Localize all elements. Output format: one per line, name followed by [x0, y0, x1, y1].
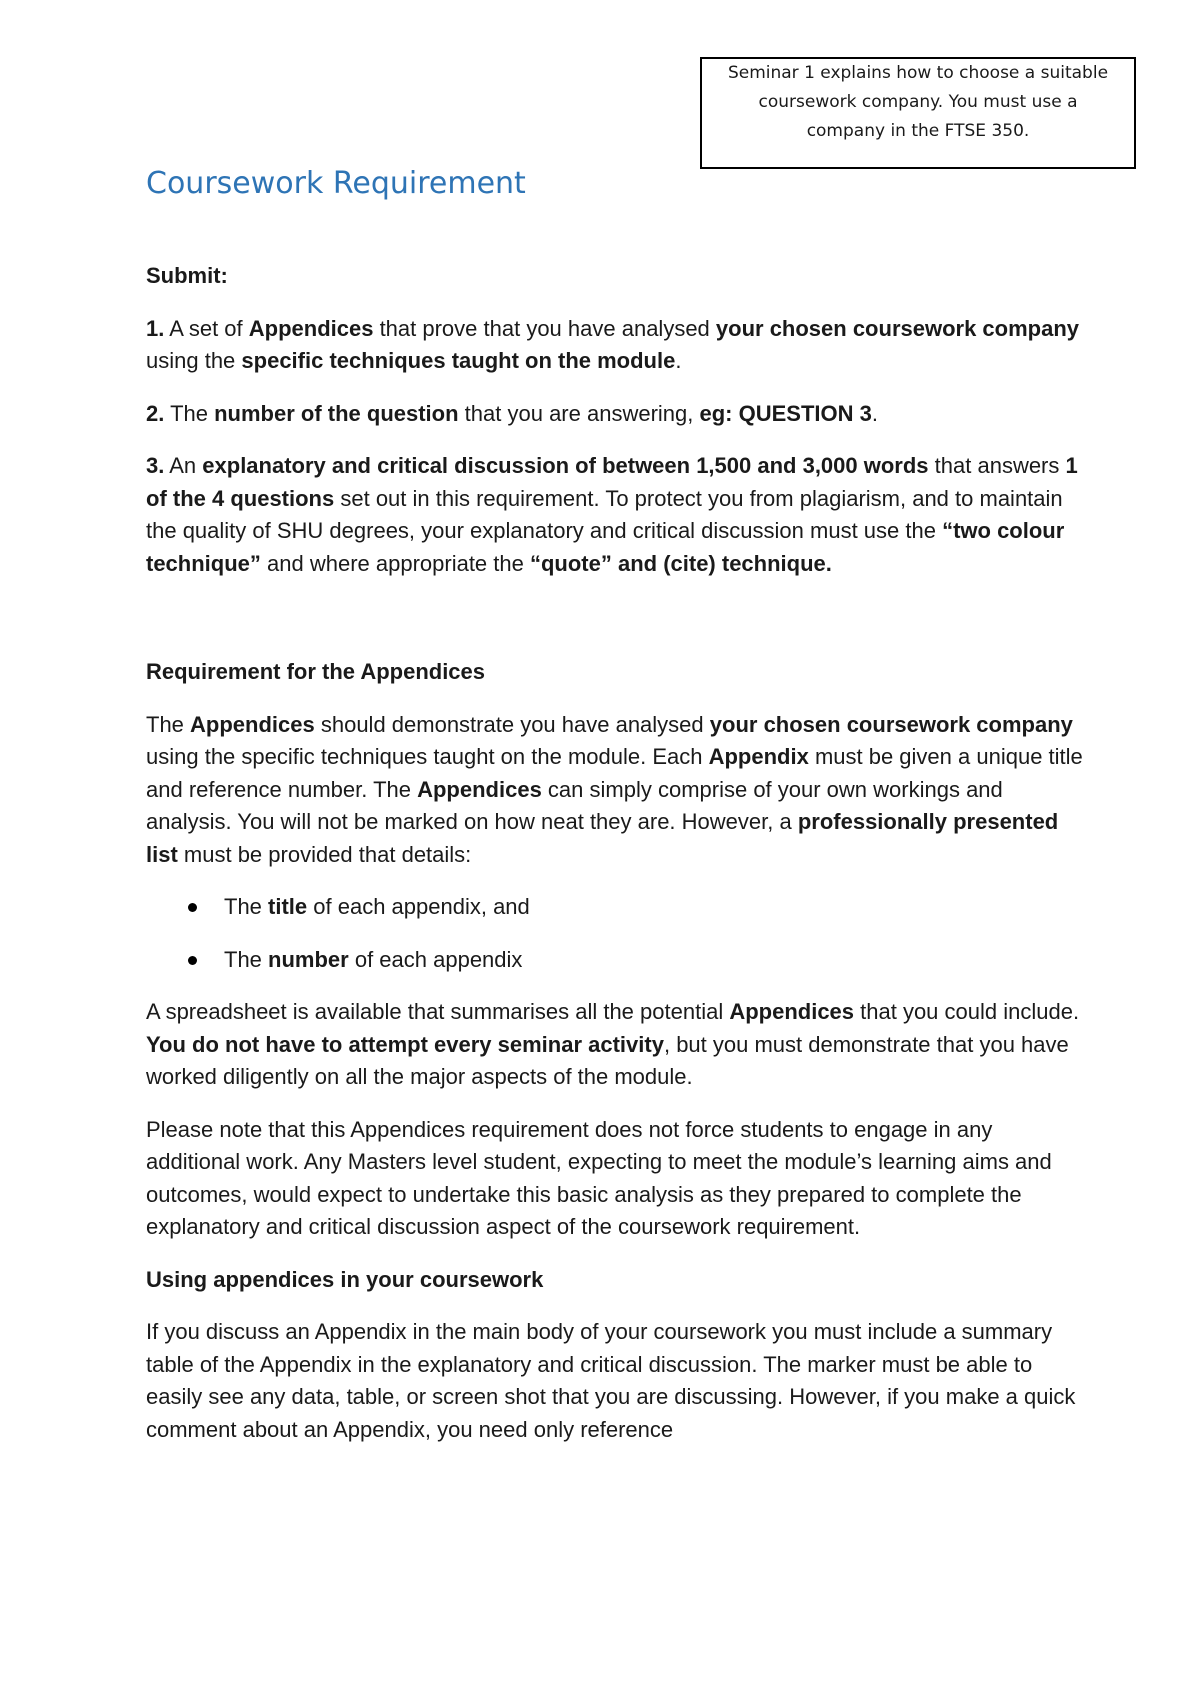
note-line-1: Seminar 1 explains how to choose a suitable	[727, 63, 1109, 83]
using-appendices-paragraph: If you discuss an Appendix in the main body of your coursework you must include a summary table of the Appendix in the explanatory and critical discussion. The marker must be able to easily see any data, table, or screen shot that you are discussing. However, if you make a quick comment about an Appendix, you need only reference	[146, 1319, 1076, 1442]
submit-item-3: 3. An explanatory and critical discussion of between 1,500 and 3,000 words that answers 1 of the 4 questions set out in this requirement. To protect you from plagiarism, and to maintain the quality of SHU degrees, your explanatory and critical discussion must use the “two colour technique” and where appropriate the “quote” and (cite) technique.	[146, 453, 1078, 576]
appendices-paragraph-1: The Appendices should demonstrate you have analysed your chosen coursework company using the specific techniques taught on the module. Each Appendix must be given a unique title and reference number. The Appendices can simply comprise of your own workings and analysis. You will not be marked on how neat they are. However, a professionally presented list must be provided that details:	[146, 711, 1083, 867]
seminar-note-box	[700, 57, 1136, 169]
list-item: The title of each appendix, and	[146, 891, 1086, 924]
using-appendices-heading: Using appendices in your coursework	[146, 1266, 544, 1292]
bullet-icon	[188, 903, 197, 912]
appendix-details-list	[146, 891, 1086, 976]
submit-item-2: 2. The number of the question that you are answering, eg: QUESTION 3.	[146, 400, 878, 426]
appendices-heading: Requirement for the Appendices	[146, 659, 486, 684]
appendices-paragraph-2: A spreadsheet is available that summarises all the potential Appendices that you could include. You do not have to attempt every seminar activity, but you must demonstrate that you have worked diligently on all the major aspects of the module.	[146, 999, 1080, 1089]
bullet-icon	[188, 956, 197, 965]
page-title: Coursework Requirement	[146, 166, 526, 201]
submit-heading: Submit:	[146, 263, 228, 288]
note-line-2: coursework company. You must use a	[758, 92, 1078, 112]
spacer	[146, 600, 1086, 656]
appendices-paragraph-3: Please note that this Appendices requirement does not force students to engage in any additional work. Any Masters level student, expecting to meet the module’s learning aims and outcomes, would expect to undertake this basic analysis as they prepared to complete the explanatory and critical discussion aspect of the coursework requirement.	[146, 1116, 1052, 1239]
note-line-3: company in the FTSE 350.	[806, 121, 1030, 141]
list-item: The number of each appendix	[146, 944, 1086, 977]
submit-item-1: 1. A set of Appendices that prove that you have analysed your chosen coursework company using the specific techniques taught on the module.	[146, 315, 1080, 373]
document-body	[146, 260, 1086, 1466]
